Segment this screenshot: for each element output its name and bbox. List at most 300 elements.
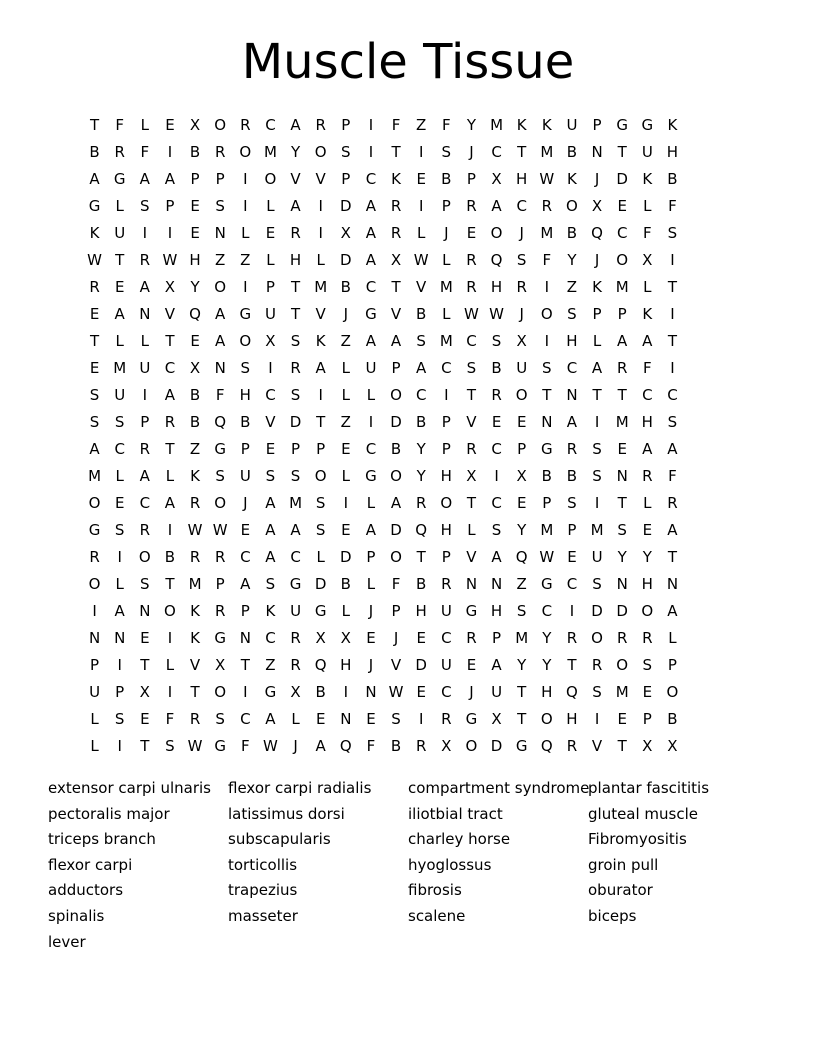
grid-letter[interactable]: I: [569, 601, 575, 620]
grid-letter[interactable]: N: [541, 412, 553, 431]
grid-letter[interactable]: H: [566, 709, 578, 728]
grid-letter[interactable]: Z: [340, 331, 351, 350]
grid-letter[interactable]: U: [139, 358, 151, 377]
grid-letter[interactable]: Y: [190, 277, 200, 296]
grid-letter[interactable]: B: [189, 412, 201, 431]
grid-letter[interactable]: T: [165, 574, 175, 593]
grid-letter[interactable]: T: [391, 142, 401, 161]
grid-letter[interactable]: C: [441, 358, 452, 377]
grid-letter[interactable]: S: [466, 358, 477, 377]
grid-letter[interactable]: E: [114, 493, 125, 512]
grid-letter[interactable]: B: [566, 223, 578, 242]
grid-letter[interactable]: F: [441, 115, 451, 134]
grid-letter[interactable]: E: [416, 628, 426, 647]
grid-letter[interactable]: Q: [339, 736, 352, 755]
grid-letter[interactable]: M: [289, 493, 303, 512]
grid-letter[interactable]: B: [416, 574, 427, 593]
grid-letter[interactable]: C: [365, 277, 377, 296]
grid-letter[interactable]: Q: [540, 736, 553, 755]
grid-letter[interactable]: K: [190, 601, 200, 620]
grid-letter[interactable]: U: [290, 601, 302, 620]
grid-letter[interactable]: G: [641, 115, 654, 134]
grid-letter[interactable]: S: [315, 520, 326, 539]
grid-letter[interactable]: S: [617, 520, 627, 539]
grid-letter[interactable]: H: [289, 250, 302, 269]
grid-letter[interactable]: G: [541, 574, 553, 593]
grid-letter[interactable]: A: [290, 115, 301, 134]
grid-letter[interactable]: Z: [416, 115, 427, 134]
grid-letter[interactable]: J: [343, 304, 349, 323]
grid-letter[interactable]: F: [240, 736, 250, 755]
grid-letter[interactable]: J: [469, 682, 474, 701]
grid-letter[interactable]: H: [490, 277, 503, 296]
grid-letter[interactable]: P: [542, 493, 552, 512]
grid-letter[interactable]: X: [516, 331, 527, 350]
grid-letter[interactable]: B: [491, 358, 502, 377]
grid-letter[interactable]: L: [366, 385, 376, 404]
grid-letter[interactable]: O: [214, 493, 227, 512]
grid-letter[interactable]: W: [388, 682, 404, 701]
grid-letter[interactable]: G: [214, 439, 226, 458]
grid-letter[interactable]: R: [642, 628, 653, 647]
grid-letter[interactable]: V: [466, 412, 477, 431]
grid-letter[interactable]: R: [114, 142, 125, 161]
grid-letter[interactable]: G: [314, 601, 327, 620]
grid-letter[interactable]: A: [365, 196, 377, 215]
grid-letter[interactable]: P: [190, 169, 200, 188]
grid-letter[interactable]: O: [566, 196, 578, 215]
grid-letter[interactable]: L: [115, 466, 124, 485]
grid-letter[interactable]: G: [365, 466, 377, 485]
grid-letter[interactable]: T: [517, 709, 527, 728]
grid-letter[interactable]: X: [340, 628, 351, 647]
grid-letter[interactable]: R: [591, 655, 603, 674]
grid-letter[interactable]: O: [540, 304, 553, 323]
grid-letter[interactable]: J: [393, 628, 399, 647]
grid-letter[interactable]: A: [642, 439, 653, 458]
grid-letter[interactable]: T: [115, 250, 125, 269]
grid-letter[interactable]: K: [667, 115, 678, 134]
grid-letter[interactable]: P: [240, 601, 250, 620]
grid-letter[interactable]: F: [165, 709, 175, 728]
grid-letter[interactable]: N: [465, 574, 478, 593]
grid-letter[interactable]: D: [616, 169, 628, 188]
grid-letter[interactable]: S: [215, 466, 225, 485]
grid-letter[interactable]: R: [290, 628, 301, 647]
grid-letter[interactable]: W: [87, 250, 102, 269]
grid-letter[interactable]: E: [190, 196, 200, 215]
grid-letter[interactable]: E: [140, 709, 150, 728]
grid-letter[interactable]: P: [466, 169, 476, 188]
grid-letter[interactable]: S: [491, 520, 502, 539]
grid-letter[interactable]: E: [190, 223, 200, 242]
grid-letter[interactable]: T: [316, 412, 326, 431]
grid-letter[interactable]: A: [315, 736, 326, 755]
grid-letter[interactable]: L: [467, 520, 476, 539]
grid-letter[interactable]: P: [115, 682, 125, 701]
grid-letter[interactable]: U: [440, 601, 452, 620]
grid-letter[interactable]: K: [567, 169, 577, 188]
grid-letter[interactable]: L: [442, 250, 451, 269]
grid-letter[interactable]: L: [643, 493, 652, 512]
grid-letter[interactable]: T: [667, 331, 678, 350]
grid-letter[interactable]: I: [243, 169, 248, 188]
grid-letter[interactable]: C: [642, 385, 653, 404]
grid-letter[interactable]: I: [167, 142, 173, 161]
grid-letter[interactable]: I: [494, 466, 499, 485]
grid-letter[interactable]: S: [89, 412, 100, 431]
grid-letter[interactable]: J: [594, 169, 600, 188]
grid-letter[interactable]: E: [466, 655, 477, 674]
grid-letter[interactable]: X: [491, 169, 502, 188]
grid-letter[interactable]: E: [416, 682, 426, 701]
grid-letter[interactable]: R: [466, 439, 477, 458]
grid-letter[interactable]: R: [566, 628, 578, 647]
grid-letter[interactable]: R: [214, 547, 226, 566]
grid-letter[interactable]: E: [416, 169, 426, 188]
grid-letter[interactable]: F: [542, 250, 552, 269]
grid-letter[interactable]: E: [240, 520, 251, 539]
grid-letter[interactable]: X: [215, 655, 226, 674]
grid-letter[interactable]: A: [139, 277, 150, 296]
grid-letter[interactable]: S: [215, 709, 225, 728]
grid-letter[interactable]: O: [390, 385, 402, 404]
grid-letter[interactable]: A: [416, 358, 427, 377]
grid-letter[interactable]: I: [418, 709, 424, 728]
grid-letter[interactable]: G: [214, 628, 226, 647]
grid-letter[interactable]: T: [416, 547, 426, 566]
grid-letter[interactable]: X: [591, 196, 603, 215]
grid-letter[interactable]: I: [444, 385, 449, 404]
grid-letter[interactable]: S: [140, 196, 150, 215]
grid-letter[interactable]: E: [114, 277, 125, 296]
grid-letter[interactable]: F: [115, 115, 124, 134]
grid-letter[interactable]: X: [441, 736, 452, 755]
grid-letter[interactable]: A: [139, 466, 150, 485]
grid-letter[interactable]: G: [616, 115, 628, 134]
grid-letter[interactable]: E: [366, 709, 376, 728]
grid-letter[interactable]: C: [290, 547, 301, 566]
grid-letter[interactable]: B: [340, 277, 351, 296]
grid-letter[interactable]: Q: [214, 412, 227, 431]
grid-letter[interactable]: H: [440, 466, 452, 485]
grid-letter[interactable]: N: [214, 223, 226, 242]
grid-letter[interactable]: N: [139, 304, 151, 323]
grid-letter[interactable]: P: [165, 196, 175, 215]
grid-letter[interactable]: L: [643, 196, 652, 215]
grid-letter[interactable]: M: [540, 520, 554, 539]
grid-letter[interactable]: L: [316, 547, 325, 566]
grid-letter[interactable]: E: [265, 439, 276, 458]
grid-letter[interactable]: F: [391, 115, 401, 134]
grid-letter[interactable]: O: [239, 331, 252, 350]
grid-letter[interactable]: L: [417, 223, 426, 242]
grid-letter[interactable]: H: [189, 250, 201, 269]
grid-letter[interactable]: S: [315, 493, 326, 512]
grid-letter[interactable]: A: [290, 520, 301, 539]
grid-letter[interactable]: I: [670, 250, 675, 269]
grid-letter[interactable]: O: [214, 115, 227, 134]
grid-letter[interactable]: B: [541, 466, 552, 485]
grid-letter[interactable]: O: [314, 142, 327, 161]
grid-letter[interactable]: R: [441, 574, 452, 593]
grid-letter[interactable]: X: [315, 628, 326, 647]
grid-letter[interactable]: W: [464, 304, 479, 323]
grid-letter[interactable]: R: [491, 385, 502, 404]
grid-letter[interactable]: I: [594, 493, 600, 512]
grid-letter[interactable]: H: [440, 520, 452, 539]
grid-letter[interactable]: H: [566, 331, 578, 350]
grid-letter[interactable]: N: [490, 574, 503, 593]
grid-letter[interactable]: T: [140, 655, 150, 674]
grid-letter[interactable]: B: [189, 142, 201, 161]
grid-letter[interactable]: V: [265, 412, 276, 431]
grid-letter[interactable]: C: [265, 385, 276, 404]
grid-letter[interactable]: I: [594, 709, 600, 728]
grid-letter[interactable]: Z: [516, 574, 527, 593]
grid-letter[interactable]: S: [165, 736, 175, 755]
grid-letter[interactable]: D: [314, 574, 327, 593]
grid-letter[interactable]: O: [264, 169, 277, 188]
grid-letter[interactable]: S: [592, 682, 602, 701]
grid-letter[interactable]: Y: [466, 115, 477, 134]
grid-letter[interactable]: M: [439, 331, 453, 350]
grid-letter[interactable]: P: [441, 547, 451, 566]
grid-letter[interactable]: P: [341, 115, 351, 134]
grid-letter[interactable]: U: [114, 385, 126, 404]
grid-letter[interactable]: O: [88, 574, 101, 593]
grid-letter[interactable]: I: [343, 682, 349, 701]
grid-letter[interactable]: F: [668, 466, 677, 485]
grid-letter[interactable]: I: [318, 385, 323, 404]
grid-letter[interactable]: L: [115, 331, 124, 350]
grid-letter[interactable]: I: [268, 358, 273, 377]
grid-letter[interactable]: E: [341, 439, 351, 458]
grid-letter[interactable]: C: [365, 169, 377, 188]
grid-letter[interactable]: Y: [542, 628, 552, 647]
grid-letter[interactable]: R: [541, 196, 553, 215]
grid-letter[interactable]: J: [594, 250, 600, 269]
grid-letter[interactable]: M: [590, 520, 604, 539]
grid-letter[interactable]: C: [441, 628, 452, 647]
grid-letter[interactable]: C: [365, 439, 377, 458]
grid-letter[interactable]: O: [641, 601, 654, 620]
grid-letter[interactable]: Z: [265, 655, 276, 674]
grid-letter[interactable]: D: [390, 412, 402, 431]
grid-letter[interactable]: C: [491, 439, 502, 458]
grid-letter[interactable]: A: [390, 331, 402, 350]
grid-letter[interactable]: H: [666, 142, 679, 161]
grid-letter[interactable]: G: [113, 169, 126, 188]
grid-letter[interactable]: A: [642, 331, 653, 350]
grid-letter[interactable]: J: [519, 223, 524, 242]
grid-letter[interactable]: S: [240, 358, 251, 377]
grid-letter[interactable]: L: [165, 466, 175, 485]
grid-letter[interactable]: P: [265, 277, 275, 296]
grid-letter[interactable]: C: [541, 601, 553, 620]
grid-letter[interactable]: M: [490, 115, 504, 134]
grid-letter[interactable]: T: [667, 547, 678, 566]
grid-letter[interactable]: W: [187, 520, 203, 539]
grid-letter[interactable]: I: [167, 628, 173, 647]
grid-letter[interactable]: I: [117, 547, 122, 566]
grid-letter[interactable]: V: [290, 169, 301, 188]
grid-letter[interactable]: B: [441, 169, 452, 188]
grid-letter[interactable]: E: [466, 223, 477, 242]
grid-letter[interactable]: F: [668, 196, 677, 215]
grid-letter[interactable]: K: [642, 169, 653, 188]
grid-letter[interactable]: E: [341, 520, 351, 539]
grid-letter[interactable]: R: [566, 439, 578, 458]
grid-letter[interactable]: Q: [189, 304, 201, 323]
grid-letter[interactable]: Y: [290, 142, 301, 161]
grid-letter[interactable]: L: [366, 574, 376, 593]
grid-letter[interactable]: O: [540, 709, 553, 728]
grid-letter[interactable]: K: [391, 169, 401, 188]
grid-letter[interactable]: H: [239, 385, 251, 404]
grid-letter[interactable]: P: [240, 439, 250, 458]
grid-letter[interactable]: L: [341, 385, 350, 404]
grid-letter[interactable]: S: [265, 574, 276, 593]
grid-letter[interactable]: V: [466, 547, 477, 566]
grid-letter[interactable]: L: [316, 250, 325, 269]
grid-letter[interactable]: F: [140, 142, 150, 161]
grid-letter[interactable]: A: [667, 601, 678, 620]
grid-letter[interactable]: N: [214, 358, 226, 377]
grid-letter[interactable]: I: [318, 223, 323, 242]
grid-letter[interactable]: Q: [566, 682, 578, 701]
grid-letter[interactable]: K: [315, 331, 326, 350]
grid-letter[interactable]: S: [642, 655, 653, 674]
grid-letter[interactable]: E: [190, 331, 200, 350]
grid-letter[interactable]: L: [341, 358, 350, 377]
grid-letter[interactable]: Y: [542, 655, 552, 674]
grid-letter[interactable]: L: [266, 250, 275, 269]
grid-letter[interactable]: I: [142, 223, 148, 242]
grid-letter[interactable]: J: [243, 493, 248, 512]
grid-letter[interactable]: Y: [416, 439, 426, 458]
grid-letter[interactable]: T: [667, 277, 678, 296]
grid-letter[interactable]: A: [265, 493, 276, 512]
grid-letter[interactable]: J: [368, 601, 374, 620]
grid-letter[interactable]: I: [418, 142, 424, 161]
grid-letter[interactable]: U: [440, 655, 452, 674]
grid-letter[interactable]: D: [415, 655, 427, 674]
grid-letter[interactable]: X: [491, 709, 502, 728]
grid-letter[interactable]: Z: [240, 250, 251, 269]
grid-letter[interactable]: V: [416, 277, 427, 296]
grid-letter[interactable]: D: [616, 601, 628, 620]
grid-letter[interactable]: U: [591, 547, 603, 566]
grid-letter[interactable]: M: [515, 628, 529, 647]
grid-letter[interactable]: E: [89, 304, 100, 323]
grid-letter[interactable]: X: [189, 115, 201, 134]
grid-letter[interactable]: N: [616, 466, 628, 485]
grid-letter[interactable]: J: [444, 223, 449, 242]
grid-letter[interactable]: U: [641, 142, 653, 161]
grid-letter[interactable]: D: [340, 250, 352, 269]
grid-letter[interactable]: I: [368, 142, 374, 161]
grid-letter[interactable]: V: [315, 304, 326, 323]
grid-letter[interactable]: V: [390, 655, 402, 674]
grid-letter[interactable]: H: [641, 574, 653, 593]
grid-letter[interactable]: P: [642, 709, 652, 728]
grid-letter[interactable]: M: [188, 574, 202, 593]
grid-letter[interactable]: R: [466, 196, 477, 215]
grid-letter[interactable]: W: [162, 250, 178, 269]
grid-letter[interactable]: E: [516, 493, 527, 512]
grid-letter[interactable]: K: [642, 304, 653, 323]
grid-letter[interactable]: G: [88, 196, 101, 215]
grid-letter[interactable]: H: [541, 682, 553, 701]
grid-letter[interactable]: P: [667, 655, 677, 674]
grid-letter[interactable]: T: [466, 385, 477, 404]
grid-letter[interactable]: R: [290, 223, 301, 242]
grid-letter[interactable]: M: [88, 466, 102, 485]
grid-letter[interactable]: O: [616, 655, 629, 674]
grid-letter[interactable]: N: [340, 709, 352, 728]
grid-letter[interactable]: K: [592, 277, 602, 296]
grid-letter[interactable]: J: [469, 142, 474, 161]
grid-letter[interactable]: O: [666, 682, 679, 701]
grid-letter[interactable]: L: [341, 601, 350, 620]
grid-letter[interactable]: K: [89, 223, 100, 242]
grid-letter[interactable]: T: [165, 439, 175, 458]
grid-letter[interactable]: U: [239, 466, 251, 485]
grid-letter[interactable]: D: [390, 520, 402, 539]
grid-letter[interactable]: G: [264, 682, 277, 701]
grid-letter[interactable]: I: [243, 277, 248, 296]
grid-letter[interactable]: A: [265, 547, 276, 566]
grid-letter[interactable]: G: [515, 736, 528, 755]
grid-letter[interactable]: R: [139, 520, 151, 539]
grid-letter[interactable]: L: [266, 196, 275, 215]
grid-letter[interactable]: O: [314, 466, 327, 485]
grid-letter[interactable]: R: [139, 439, 151, 458]
grid-letter[interactable]: A: [215, 331, 226, 350]
grid-letter[interactable]: X: [642, 736, 653, 755]
grid-letter[interactable]: I: [343, 493, 349, 512]
grid-letter[interactable]: W: [539, 547, 555, 566]
grid-letter[interactable]: A: [139, 169, 150, 188]
grid-letter[interactable]: S: [567, 493, 577, 512]
grid-letter[interactable]: O: [515, 385, 528, 404]
grid-letter[interactable]: I: [544, 277, 550, 296]
grid-letter[interactable]: T: [165, 331, 175, 350]
grid-letter[interactable]: L: [90, 709, 99, 728]
grid-letter[interactable]: O: [214, 277, 227, 296]
grid-letter[interactable]: X: [642, 250, 653, 269]
grid-letter[interactable]: R: [466, 628, 477, 647]
grid-letter[interactable]: P: [215, 169, 225, 188]
grid-letter[interactable]: C: [240, 547, 251, 566]
grid-letter[interactable]: C: [491, 493, 502, 512]
grid-letter[interactable]: O: [214, 682, 227, 701]
grid-letter[interactable]: R: [667, 493, 678, 512]
grid-letter[interactable]: B: [315, 682, 326, 701]
grid-letter[interactable]: R: [390, 223, 402, 242]
grid-letter[interactable]: C: [265, 115, 276, 134]
grid-letter[interactable]: B: [189, 385, 201, 404]
grid-letter[interactable]: C: [491, 142, 502, 161]
grid-letter[interactable]: A: [240, 574, 251, 593]
grid-letter[interactable]: M: [615, 412, 629, 431]
grid-letter[interactable]: A: [164, 385, 176, 404]
grid-letter[interactable]: A: [617, 331, 628, 350]
grid-letter[interactable]: G: [365, 304, 377, 323]
grid-letter[interactable]: X: [516, 466, 527, 485]
grid-letter[interactable]: S: [290, 385, 301, 404]
